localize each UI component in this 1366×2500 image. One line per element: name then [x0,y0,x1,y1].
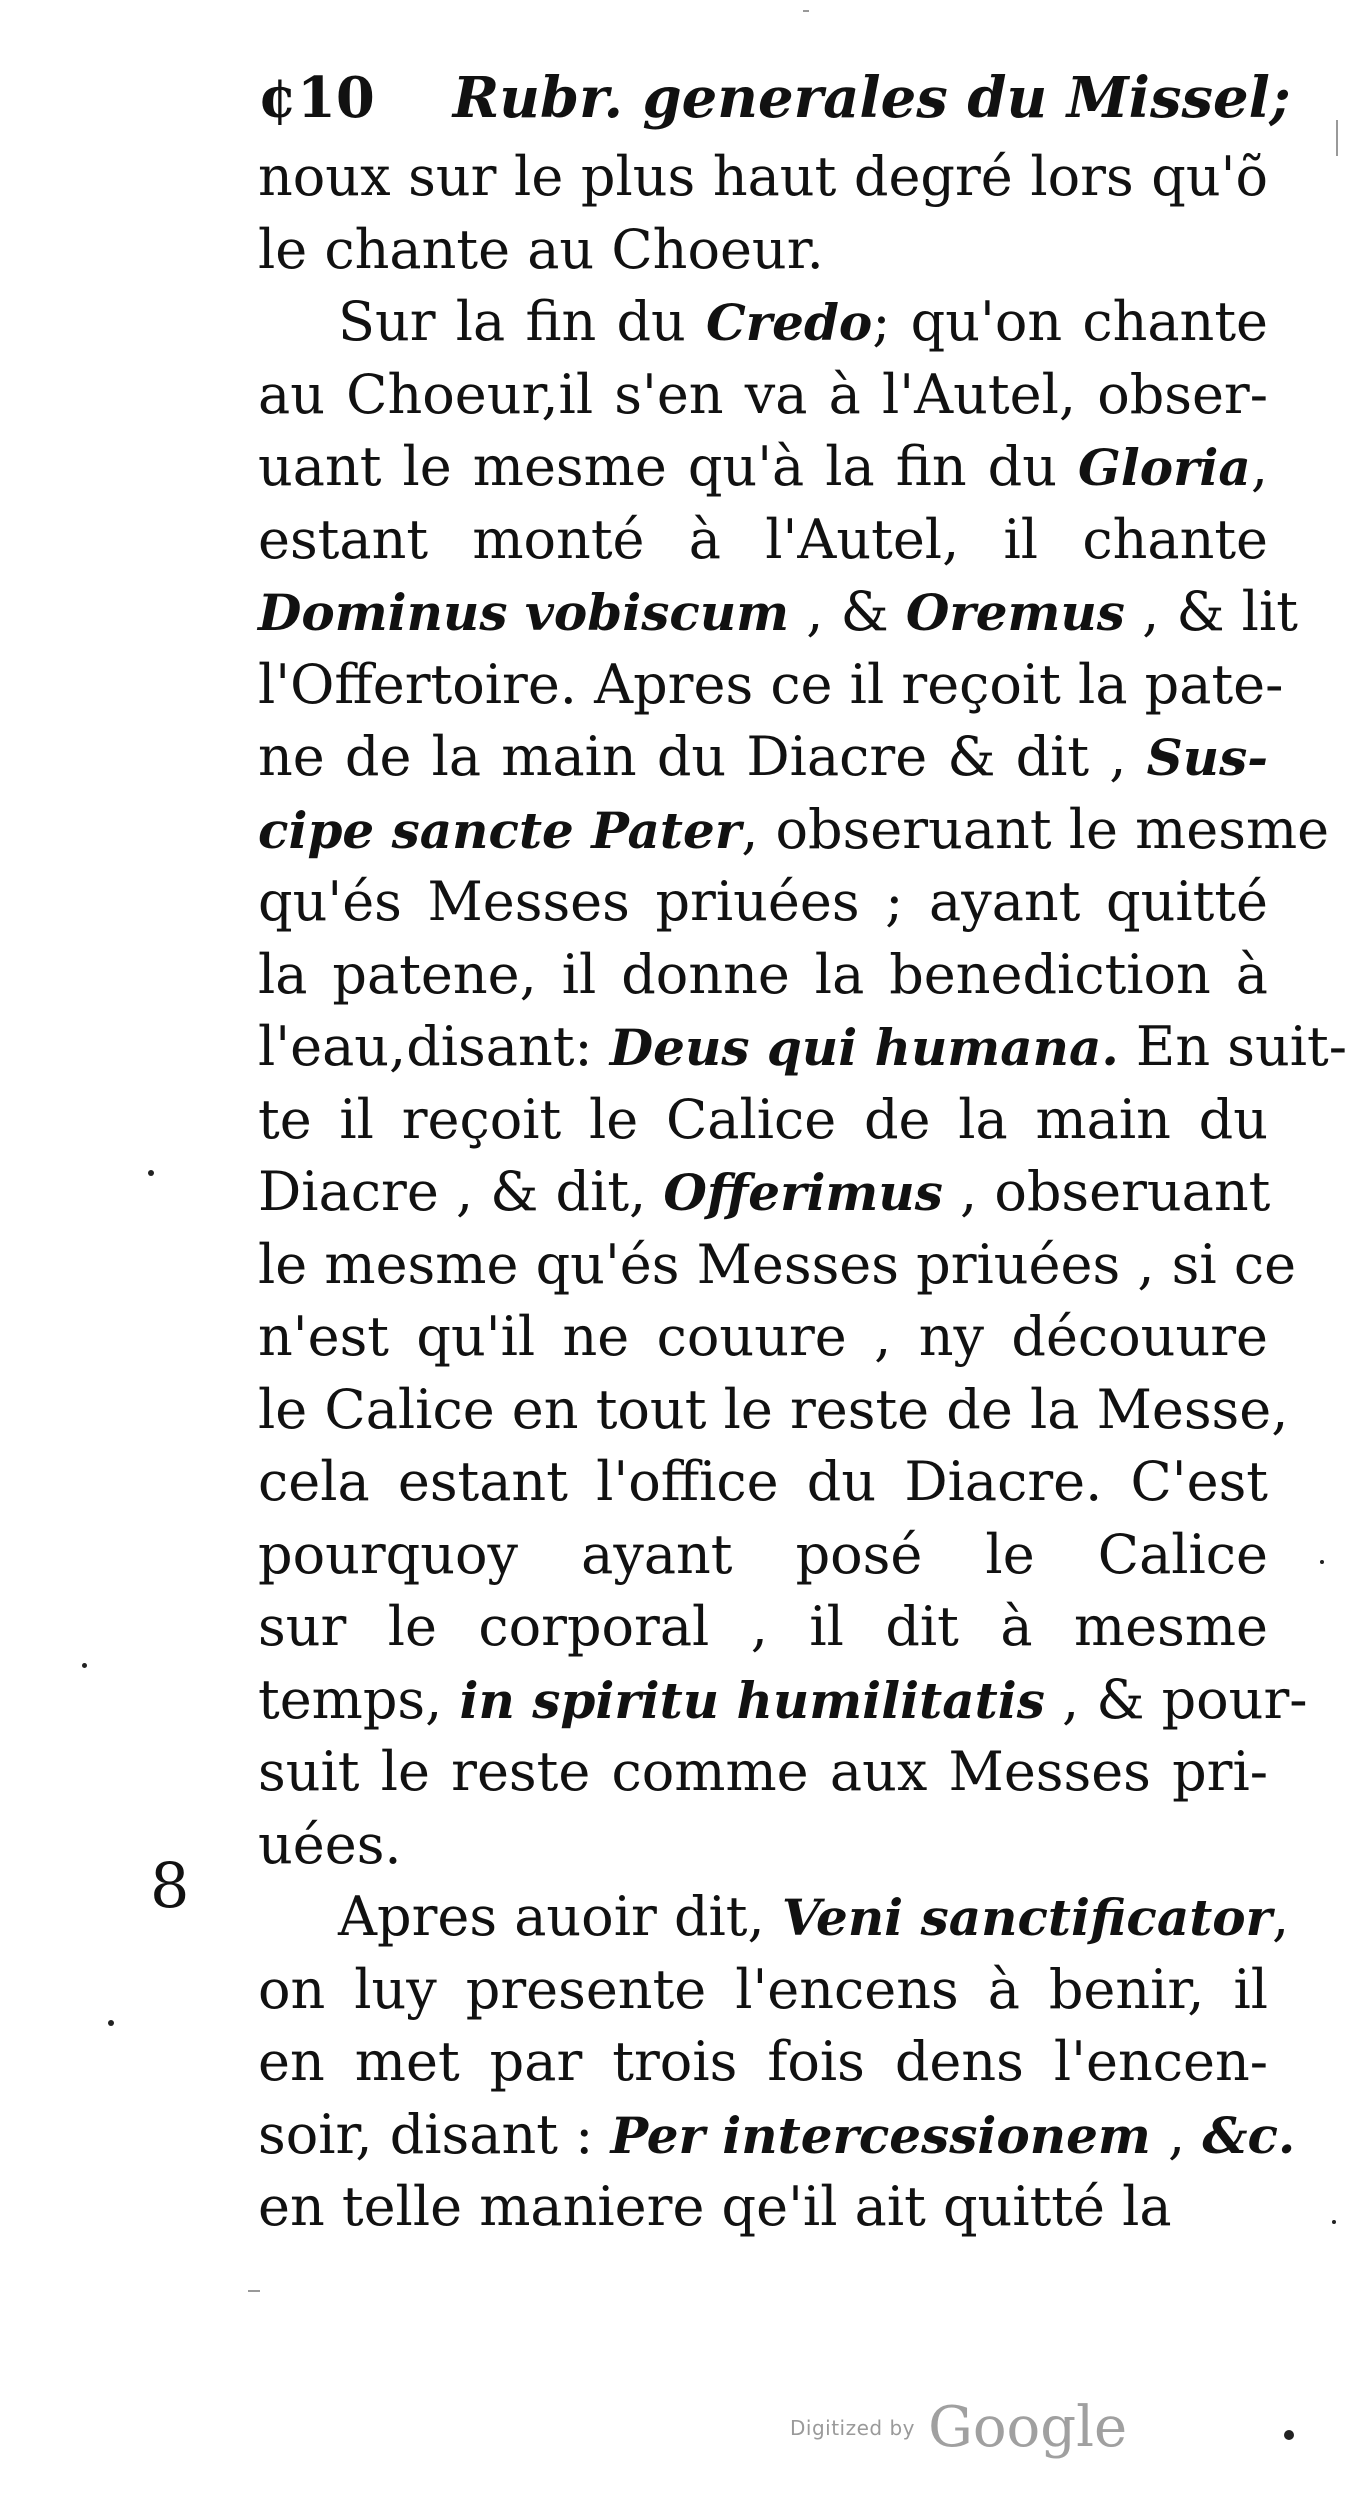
text-line: Sur la fin du Credo; qu'on chante [338,290,1268,353]
text-line: temps, in spiritu humilitatis , & pour- [258,1667,1308,1731]
text-line: cipe sancte Pater, obseruant le mesme [258,797,1330,861]
text-line: l'eau,disant: Deus qui humana. En suit- [258,1015,1347,1078]
page-text-block [258,55,1347,2244]
text-line: Diacre , & dit, Offerimus , obseruant [258,1160,1271,1223]
text-line: cela estant l'office du Diacre. C'est [258,1450,1268,1513]
text-line: n'est qu'il ne couure , ny découure [258,1305,1268,1368]
scan-speck [1284,2430,1294,2440]
digitized-by-watermark [790,2395,1127,2460]
paragraph-continuation [258,141,1268,286]
scan-edge-line [1336,120,1338,156]
text-line: noux sur le plus haut degré lors qu'õ [258,145,1268,208]
page-number: ¢10 [258,65,375,131]
scan-speck [148,1170,154,1176]
text-line: en met par trois fois dens l'encen- [258,2030,1268,2093]
text-line: on luy presente l'encens à benir, il [258,1957,1268,2021]
scan-speck [1320,1560,1324,1564]
text-line: Apres auoir dit, Veni sanctificator, [338,1885,1290,1948]
text-line: pourquoy ayant posé le Calice [258,1522,1268,1586]
text-line: suit le reste comme aux Messes pri- [258,1740,1268,1803]
text-line: uées. [258,1812,402,1876]
text-line: sur le corporal , il dit à mesme [258,1595,1268,1658]
scan-speck [1332,2220,1336,2224]
paragraph-offertory [258,286,1347,1881]
text-line: qu'és Messes priuées ; ayant quitté [258,870,1268,933]
text-line: Dominus vobiscum , & Oremus , & lit [258,580,1298,643]
margin-section-number: 8 [150,1849,190,1922]
text-line: au Choeur,il s'en va à l'Autel, obser- [258,362,1268,426]
text-line: estant monté à l'Autel, il chante [258,507,1268,571]
text-line: en telle maniere qe'il ait quitté la [258,2175,1172,2238]
paragraph-incense [258,1881,1296,2244]
running-head: Rubr. generales du Missel; [452,65,1291,131]
text-line: te il reçoit le Calice de la main du [258,1087,1268,1151]
scan-edge-line [803,10,809,12]
text-line: uant le mesme qu'à la fin du Gloria, [258,435,1268,498]
text-line: ne de la main du Diacre & dit , Sus- [258,725,1268,788]
text-line: le Calice en tout le reste de la Messe, [258,1377,1289,1441]
scan-speck [108,2020,114,2026]
page-header [258,55,1291,141]
text-line: le chante au Choeur. [258,217,824,281]
scan-speck [82,1663,87,1668]
digitized-by-label: Digitized by [790,2415,915,2440]
scan-edge-line [248,2290,260,2292]
text-line: soir, disant : Per intercessionem , &c. [258,2102,1296,2166]
text-line: l'Offertoire. Apres ce il reçoit la pate- [258,652,1284,716]
text-line: le mesme qu'és Messes priuées , si ce [258,1232,1297,1296]
google-logo: Google [928,2395,1128,2460]
text-line: la patene, il donne la benediction à [258,942,1268,1006]
